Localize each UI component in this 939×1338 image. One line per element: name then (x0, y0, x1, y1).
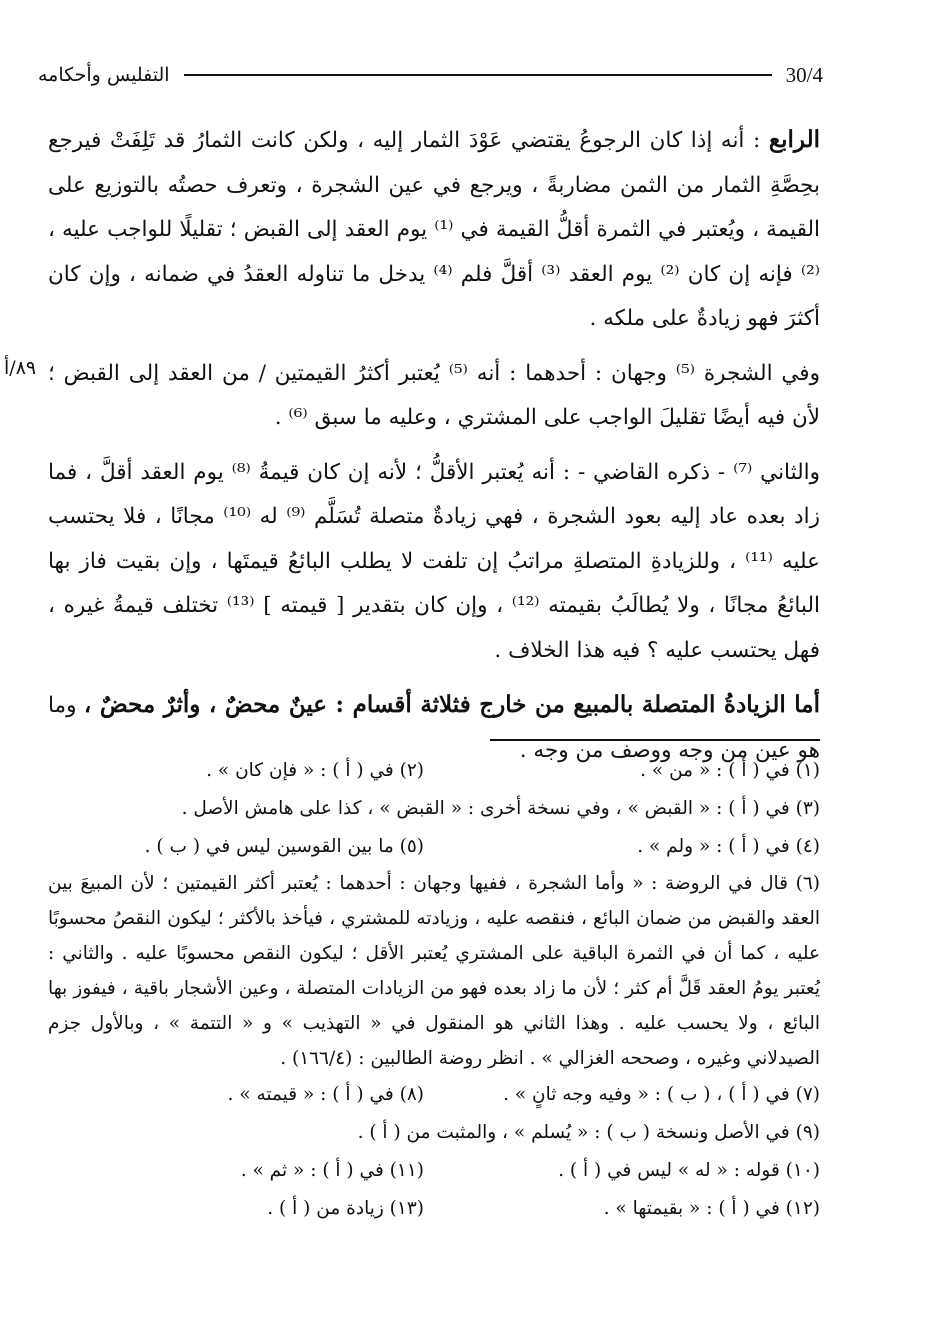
paragraph-text: والثاني ⁽⁷⁾ - ذكره القاضي - : أنه يُعتبر الأقلُّ ؛ لأنه إن كان قيمةُ ⁽⁸⁾ يوم العقد أقلَّ ، فما زاد بعده عاد إليه بعود الشجرة ، فهي زيادةٌ متصلة تُسَلَّم ⁽⁹⁾ له ⁽¹⁰⁾ مجانًا ، فلا يحتسب عليه ⁽¹¹⁾ ، وللزيادةِ المتصلةِ مراتبُ إن تلفت لا يطلب البائعُ قيمتَها ، وإن بقيت فاز بها البائعُ مجانًا ، ولا يُطالَبُ بقيمته ⁽¹²⁾ ، وإن كان بتقدير [ قيمته ] ⁽¹³⁾ تختلف قيمةُ غيره ، فهل يحتسب عليه ؟ فيه هذا الخلاف . (48, 459, 820, 663)
main-text (48, 118, 820, 783)
running-title: التفليس وأحكامه (38, 64, 170, 86)
footnote-row (48, 752, 820, 790)
footnotes (48, 752, 820, 1228)
footnote-9: (٩) في الأصل ونسخة ( ب ) : « يُسلم » ، والمثبت من ( أ ) . (357, 1122, 820, 1143)
footnote-13: (١٣) زيادة من ( أ ) . (267, 1198, 424, 1219)
page-number: 30/4 (785, 62, 823, 87)
footnote-row (48, 1152, 820, 1190)
paragraph-text: : أنه إذا كان الرجوعُ يقتضي عَوْدَ الثمار إليه ، ولكن كانت الثمارُ قد تَلِفَتْ فيرجع بحِصَّةِ الثمار من الثمن مضاربةً ، ويرجع في عين الشجرة ، وتعرف حصتُه بالتوزيع على القيمة ، ويُعتبر في الثمرة أقلُّ القيمة في ⁽¹⁾ يوم العقد إلى القبض ؛ تقليلًا للواجب عليه ، ⁽²⁾ فإنه إن كان ⁽²⁾ يوم العقد ⁽³⁾ أقلَّ فلم ⁽⁴⁾ يدخل ما تناوله العقدُ في ضمانه ، وإن كان أكثرَ فهو زيادةٌ على ملكه . (48, 128, 821, 331)
footnote-6: (٦) قال في الروضة : « وأما الشجرة ، ففيها وجهان : أحدهما : يُعتبر أكثر القيمتين ؛ لأن المبيعَ بين العقد والقبض من ضمان البائع ، فنقصه عليه ، وزيادته للمشتري ، فيأخذ بالأكثر ؛ ليكون النقصُ محسوبًا عليه ، كما أن في الثمرة الباقية على المشتري يُعتبر الأقل ؛ ليكون النقص محسوبًا عليه . والثاني : يُعتبر يومُ العقد قَلَّ أم كثر ؛ لأن ما زاد بعده فهو من الزيادات المتصلة ، وعين الأشجار باقية ، فيفوز بها البائع ، ولا يحسب عليه . وهذا الثاني هو المنقول في « التهذيب » و « التتمة » ، وبالأول جزم الصيدلاني وغيره ، وصححه الغزالي » . انظر روضة الطالبين : (١٦٦/٤) . (48, 873, 820, 1069)
section-heading-tail: وما هو عين من وجه ووصف من وجه . (48, 693, 820, 763)
footnote-8: (٨) في ( أ ) : « قيمته » . (227, 1084, 424, 1105)
header-rule (184, 74, 772, 76)
running-header (38, 58, 823, 92)
footnote-row (48, 1076, 820, 1114)
footnote-11: (١١) في ( أ ) : « ثم » . (240, 1160, 424, 1181)
footnote-7: (٧) في ( أ ) ، ( ب ) : « وفيه وجه ثانٍ » . (503, 1084, 820, 1105)
footnote-5: (٥) ما بين القوسين ليس في ( ب ) . (144, 836, 424, 857)
paragraph-tree (48, 352, 820, 441)
paragraph-lead-word: الرابع (768, 126, 820, 153)
footnote-row (48, 1190, 820, 1228)
footnote-row (48, 828, 820, 866)
footnote-4: (٤) في ( أ ) : « ولم » . (637, 836, 820, 857)
paragraph-second-view (48, 451, 820, 674)
section-heading: أما الزيادةُ المتصلة بالمبيع من خارج فثلاثة أقسام : عينٌ محضٌ ، وأثرٌ محضٌ ، (83, 691, 820, 718)
manuscript-folio-marker: ٨٩/أ (4, 357, 37, 379)
paragraph-text: وفي الشجرة ⁽⁵⁾ وجهان : أحدهما : أنه ⁽⁵⁾ يُعتبر أكثرُ القيمتين / من العقد إلى القبض ؛ لأن فيه أيضًا تقليلَ الواجب على المشتري ، وعليه ما سبق ⁽⁶⁾ . (48, 360, 820, 430)
footnote-3: (٣) في ( أ ) : « القبض » ، وفي نسخة أخرى : « القبض » ، كذا على هامش الأصل . (181, 798, 820, 819)
footnote-12: (١٢) في ( أ ) : « بقيمتها » . (603, 1198, 820, 1219)
footnote-separator (490, 739, 820, 741)
footnote-1: (١) في ( أ ) : « من » . (640, 760, 820, 781)
paragraph-fourth (48, 118, 820, 342)
footnote-2: (٢) في ( أ ) : « فإن كان » . (206, 760, 424, 781)
footnote-10: (١٠) قوله : « له » ليس في ( أ ) . (558, 1160, 820, 1181)
